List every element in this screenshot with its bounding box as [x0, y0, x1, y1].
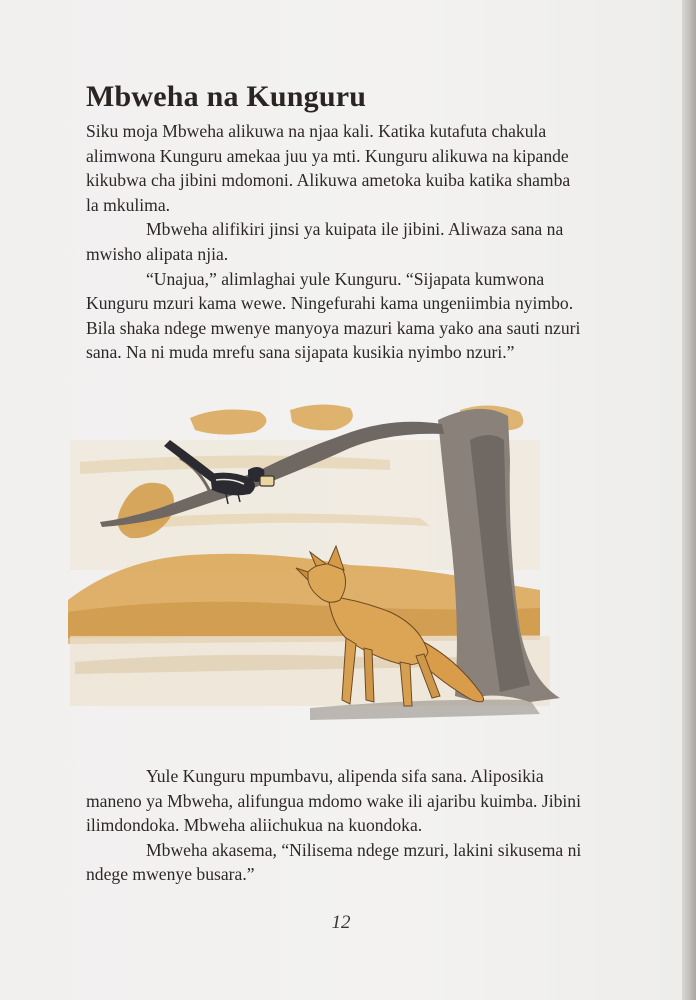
fox-and-crow-illustration — [60, 400, 580, 740]
paragraph: Yule Kunguru mpumbavu, alipenda sifa sana. Aliposikia maneno ya Mbweha, alifungua mdomo wake ili ajaribu kuimba. Jibini ilimdondoka. Mbweha aliichukua na kuondoka. — [86, 766, 581, 836]
paragraph: “Unajua,” alimlaghai yule Kunguru. “Sijapata kumwona Kunguru mzuri kama wewe. Ningefurahi kama ungeniimbia nyimbo. Bila shaka ndege mwenye manyoya mazuri kama yako ana sauti nzuri sana. Na ni muda mrefu sana sijapata kusikia nyimbo nzuri.” — [86, 268, 581, 363]
paragraph: Siku moja Mbweha alikuwa na njaa kali. Katika kutafuta chakula alimwona Kunguru amekaa juu ya mti. Kunguru alikuwa na kipande kikubwa cha jibini mdomoni. Alikuwa ametoka kuiba katika shamba la mkulima. — [86, 121, 571, 215]
foliage — [290, 404, 353, 430]
cheese — [260, 476, 274, 486]
story-title: Mbweha na Kunguru — [86, 80, 367, 113]
story-text-bottom — [86, 764, 586, 887]
fox-leg — [364, 648, 374, 702]
page-number: 12 — [331, 912, 351, 933]
story-text-top — [86, 119, 586, 365]
paragraph: Mbweha alifikiri jinsi ya kuipata ile jibini. Aliwaza sana na mwisho alipata njia. — [86, 219, 564, 264]
page-edge — [682, 0, 696, 1000]
foliage — [190, 410, 266, 435]
paragraph: Mbweha akasema, “Nilisema ndege mzuri, lakini sikusema ni ndege mwenye busara.” — [86, 839, 582, 885]
